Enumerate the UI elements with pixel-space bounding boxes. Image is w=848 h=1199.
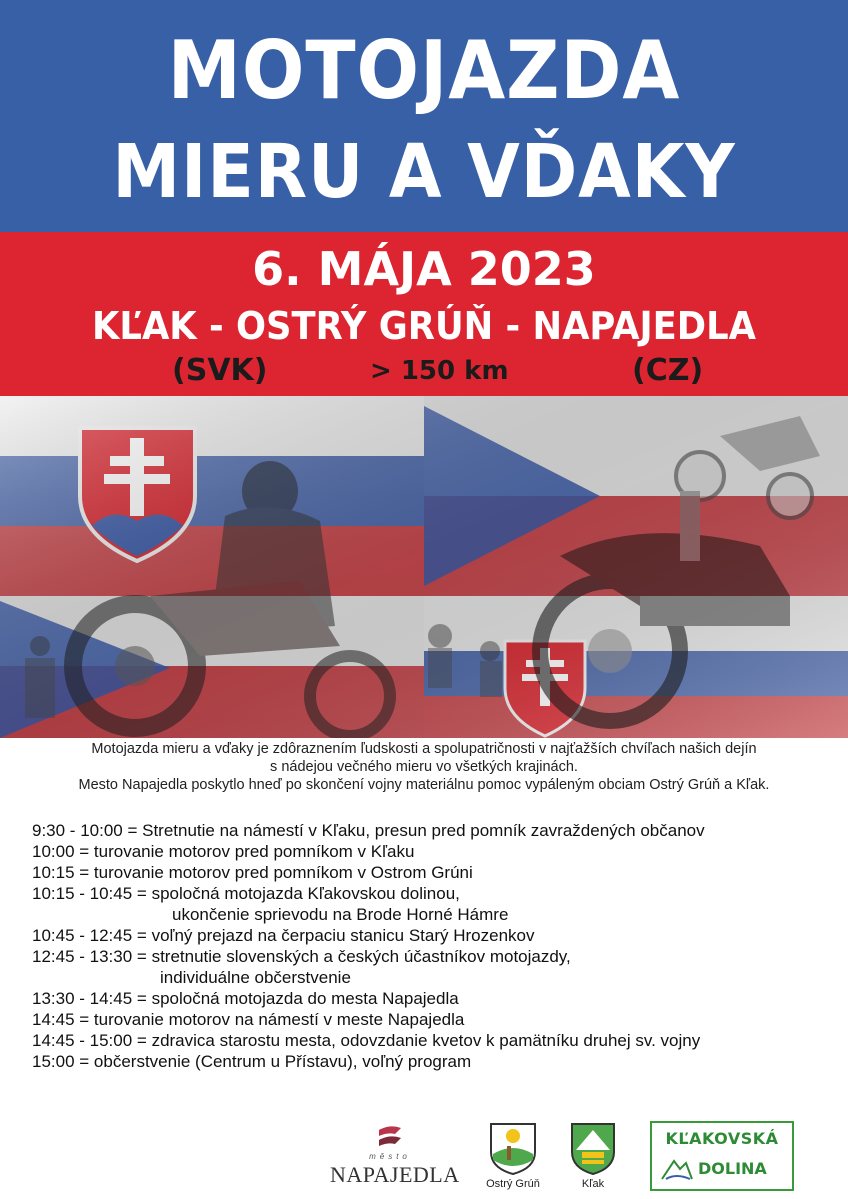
- schedule-item-continuation: ukončenie sprievodu na Brode Horné Hámre: [172, 905, 509, 924]
- intro-text: [14, 740, 834, 794]
- intro-line-1: Motojazda mieru a vďaky je zdôraznením ľudskosti a spolupatričnosti v najťažších chvíľach našich dejín: [91, 741, 757, 757]
- schedule-item: 10:00 = turovanie motorov pred pomníkom v Kľaku: [32, 842, 415, 861]
- napajedla-small-text: město: [369, 1152, 411, 1161]
- sponsor-logos: [0, 1118, 848, 1199]
- event-date: 6. MÁJA 2023: [252, 242, 596, 296]
- napajedla-name: NAPAJEDLA: [330, 1162, 460, 1187]
- motorcycle-flags-photo: [0, 396, 848, 738]
- intro-line-3: Mesto Napajedla poskytlo hneď po skončení vojny materiálnu pomoc vypáleným obciam Ostrý Grúň a Kľak.: [78, 777, 770, 793]
- route-distance: > 150 km: [370, 356, 509, 386]
- title-line-2: MIERU A VĎAKY: [112, 129, 736, 215]
- schedule-item: 10:15 = turovanie motorov pred pomníkom v Ostrom Grúni: [32, 863, 473, 882]
- schedule-item: 14:45 - 15:00 = zdravica starostu mesta, odovzdanie kvetov k pamätníku druhej sv. vojny: [32, 1031, 701, 1050]
- destination-country: (CZ): [632, 353, 704, 388]
- schedule-item-continuation: individuálne občerstvenie: [160, 968, 351, 987]
- schedule-item: 10:45 - 12:45 = voľný prejazd na čerpaciu stanicu Starý Hrozenkov: [32, 926, 535, 945]
- klak-crest-icon: [568, 1118, 618, 1176]
- schedule-item: 9:30 - 10:00 = Stretnutie na námestí v Kľaku, presun pred pomník zavraždených občanov: [32, 821, 705, 840]
- schedule-item: 14:45 = turovanie motorov na námestí v meste Napajedla: [32, 1010, 465, 1029]
- ostry-grun-crest-icon: [483, 1118, 543, 1176]
- schedule-item: 15:00 = občerstvenie (Centrum u Přístavu), voľný program: [32, 1052, 472, 1071]
- schedule-item: 12:45 - 13:30 = stretnutie slovenských a českých účastníkov motojazdy,: [32, 947, 571, 966]
- klakovska-title: KĽAKOVSKÁ: [665, 1129, 779, 1148]
- event-schedule: [32, 820, 832, 1072]
- title-line-1: MOTOJAZDA: [167, 24, 681, 117]
- origin-country: (SVK): [172, 353, 268, 388]
- ostry-grun-label: Ostrý Grúň: [486, 1178, 540, 1190]
- klakovska-subtitle: DOLINA: [698, 1159, 767, 1178]
- mountain-icon: [660, 1153, 694, 1181]
- klak-label: Kľak: [581, 1178, 605, 1190]
- schedule-item: 13:30 - 14:45 = spoločná motojazda do mesta Napajedla: [32, 989, 459, 1008]
- event-route: KĽAK - OSTRÝ GRÚŇ - NAPAJEDLA: [92, 304, 756, 348]
- napajedla-mark-icon: [375, 1124, 405, 1152]
- schedule-item: 10:15 - 10:45 = spoločná motojazda Kľakovskou dolinou,: [32, 884, 460, 903]
- klakovska-dolina-logo: [650, 1121, 794, 1191]
- intro-line-2: s nádejou večného mieru vo všetkých krajinách.: [270, 759, 578, 775]
- napajedla-logo: [330, 1118, 460, 1192]
